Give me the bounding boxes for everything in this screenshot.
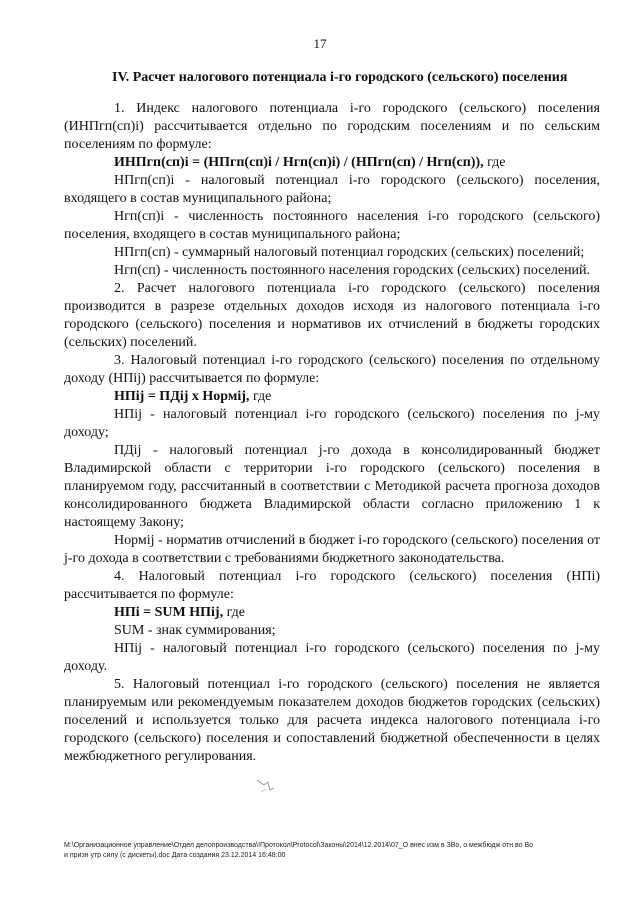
definition-2: Нгп(сп)i - численность постоянного населения i-го городского (сельского) поселения, входящего в состав муниципального района; bbox=[64, 209, 600, 242]
formula-3-suffix: где bbox=[249, 389, 272, 404]
definition-9: НПij - налоговый потенциал i-го городского (сельского) поселения по j-му доходу. bbox=[64, 641, 600, 674]
page-number: 17 bbox=[313, 36, 327, 51]
paragraph-2: 2. Расчет налогового потенциала i-го городского (сельского) поселения производится в разрезе отдельных доходов исходя из налогового потенциала i-го городского (сельского) поселения и нормативов их отчислений в бюджеты городских (сельских) поселений. bbox=[64, 281, 600, 350]
document-body bbox=[64, 100, 600, 766]
file-path-footer bbox=[64, 841, 604, 861]
formula-3: НПij = ПДij x Нормij, bbox=[114, 389, 250, 404]
scan-mark-icon bbox=[254, 776, 280, 798]
formula-1: ИНПгп(сп)i = (НПгп(сп)i / Нгп(сп)i) / (НПгп(сп) / Нгп(сп)), bbox=[114, 155, 484, 170]
formula-1-suffix: где bbox=[483, 155, 506, 170]
definition-5: НПij - налоговый потенциал i-го городского (сельского) поселения по j-му доходу; bbox=[64, 407, 600, 440]
footer-line-2: и призн утр силу (с дискеты).doc Дата создания 23.12.2014 16:48:00 bbox=[64, 852, 286, 859]
definition-4: Нгп(сп) - численность постоянного населения городских (сельских) поселений. bbox=[114, 263, 591, 278]
paragraph-4: 4. Налоговый потенциал i-го городского (сельского) поселения (НПi) рассчитывается по формуле: bbox=[64, 569, 600, 602]
paragraph-3: 3. Налоговый потенциал i-го городского (сельского) поселения по отдельному доходу (НПij) рассчитывается по формуле: bbox=[64, 353, 600, 386]
footer-line-1: M:\Организационное управление\Отдел делопроизводства\!Протокол\Protocol\Законы\2014\12.2014\07_O внес изм в ЗВо, о межбюдж отн во Во bbox=[64, 842, 534, 849]
formula-3-line bbox=[64, 388, 600, 406]
definition-7: Нормij - норматив отчислений в бюджет i-го городского (сельского) поселения от j-го дохода в соответствии с требованиями бюджетного законодательства. bbox=[64, 533, 600, 566]
paragraph-1: 1. Индекс налогового потенциала i-го городского (сельского) поселения (ИНПгп(сп)i) рассчитывается отдельно по городским поселениям и по сельским поселениям по формуле: bbox=[64, 101, 600, 152]
paragraph-5: 5. Налоговый потенциал i-го городского (сельского) поселения не является планируемым или рекомендуемым показателем доходов бюджетов городских (сельских) поселений и используется только для расчета индекса налогового потенциала i-го городского (сельского) поселения и сопоставлений бюджетной обеспеченности в целях межбюджетного регулирования. bbox=[64, 677, 600, 764]
definition-6: ПДij - налоговый потенциал j-го дохода в консолидированный бюджет Владимирской области с территории i-го городского (сельского) поселения в планируемом году, рассчитанный в соответствии с Методикой расчета прогноза доходов консолидированного бюджета Владимирской области согласно приложению 1 к настоящему Закону; bbox=[64, 443, 600, 530]
formula-4: НПi = SUM НПij, bbox=[114, 605, 224, 620]
formula-1-line bbox=[64, 154, 600, 172]
formula-4-line bbox=[64, 604, 600, 622]
definition-3: НПгп(сп) - суммарный налоговый потенциал городских (сельских) поселений; bbox=[114, 245, 585, 260]
definition-1: НПгп(сп)i - налоговый потенциал i-го городского (сельского) поселения, входящего в состав муниципального района; bbox=[64, 173, 600, 206]
definition-8: SUM - знак суммирования; bbox=[114, 623, 276, 638]
section-title: IV. Расчет налогового потенциала i-го городского (сельского) поселения bbox=[112, 70, 568, 85]
formula-4-suffix: где bbox=[223, 605, 245, 620]
